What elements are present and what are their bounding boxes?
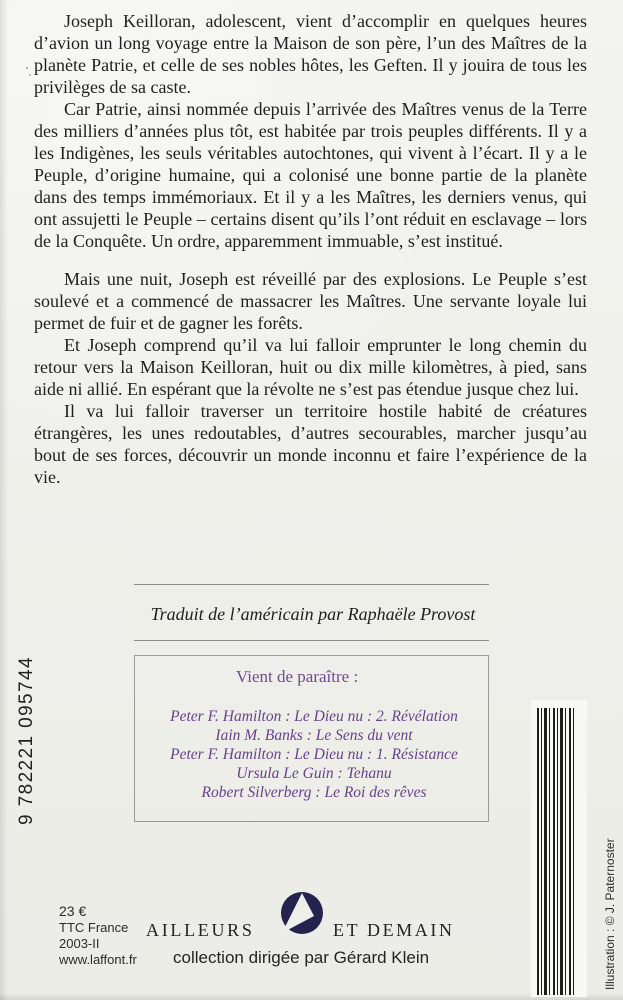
- synopsis-paragraph: Joseph Keilloran, adolescent, vient d’accomplir en quelques heures d’avion un long voyage entre la Maison de son père, l’un des Maîtres de la planète Patrie, et celle de ses nobles hôtes, les Geften. Il y jouira de tous les privilèges de sa caste.: [34, 11, 587, 97]
- recent-title-item: Peter F. Hamilton : Le Dieu nu : 2. Révélation: [170, 708, 458, 725]
- tax-label: TTC France: [59, 920, 129, 935]
- isbn-number: 9 782221 095744: [16, 656, 37, 825]
- translator-divider-bottom: [134, 640, 489, 641]
- paper-mark: [29, 74, 31, 76]
- translator-note: Traduit de l’américain par Raphaële Provost: [150, 604, 476, 624]
- page-edge-shadow-left: [0, 0, 8, 1000]
- synopsis-paragraph: Car Patrie, ainsi nommée depuis l’arrivée des Maîtres venus de la Terre des milliers d’années plus tôt, est habitée par trois peuples différents. Il y a les Indigènes, les seuls véritables autochtones, qui vivent à l’écart. Il y a le Peuple, d’origine humaine, qui a colonisé une bonne partie de la planète dans des temps immémoriaux. Et il y a les Maîtres, les derniers venus, qui ont assujetti le Peuple – certains disent qu’ils l’ont réduit en esclavage – lors de la Conquête. Un ordre, apparemment immuable, s’est institué.: [34, 99, 587, 251]
- website-label: www.laffont.fr: [59, 952, 137, 967]
- price-label: 23 €: [59, 903, 87, 919]
- recent-titles-heading: Vient de paraître :: [236, 667, 359, 686]
- barcode: [531, 700, 587, 997]
- synopsis-paragraph: Il va lui falloir traverser un territoire hostile habité de créatures étrangères, les unes redoutables, d’autres secourables, marcher jusqu’au bout de ses forces, découvrir un monde inconnu et faire l’expérience de la vie.: [34, 401, 587, 487]
- synopsis-paragraph: Mais une nuit, Joseph est réveillé par des explosions. Le Peuple s’est soulevé et a commencé de massacrer les Maîtres. Une servante loyale lui permet de fuir et de gagner les forêts.: [34, 269, 587, 333]
- paper-mark: [26, 67, 28, 69]
- price-block: [59, 903, 149, 968]
- series-name-right: ET DEMAIN: [333, 920, 455, 940]
- recent-title-item: Peter F. Hamilton : Le Dieu nu : 1. Résistance: [170, 746, 458, 763]
- barcode-bars: [537, 708, 575, 995]
- synopsis-paragraph: Et Joseph comprend qu’il va lui falloir emprunter le long chemin du retour vers la Maison Keilloran, huit ou dix mille kilomètres, à pied, sans aide ni allié. En espérant que la révolte ne s’est pas étendue jusque chez lui.: [34, 335, 587, 399]
- recent-title-item: Ursula Le Guin : Tehanu: [236, 765, 392, 782]
- triangle-circle-logo: [276, 887, 328, 939]
- translator-divider-top: [134, 584, 489, 585]
- recent-title-item: Iain M. Banks : Le Sens du vent: [215, 727, 413, 744]
- recent-title-item: Robert Silverberg : Le Roi des rêves: [201, 784, 427, 801]
- illustration-credit: Illustration : © J. Paternoster: [603, 838, 617, 990]
- edition-code: 2003-II: [59, 936, 100, 951]
- page-edge-shadow-bottom: [0, 993, 623, 1000]
- collection-director: collection dirigée par Gérard Klein: [173, 948, 430, 967]
- series-name-left: AILLEURS: [146, 920, 255, 940]
- recent-titles-list: [149, 707, 479, 802]
- synopsis-text: [34, 10, 587, 488]
